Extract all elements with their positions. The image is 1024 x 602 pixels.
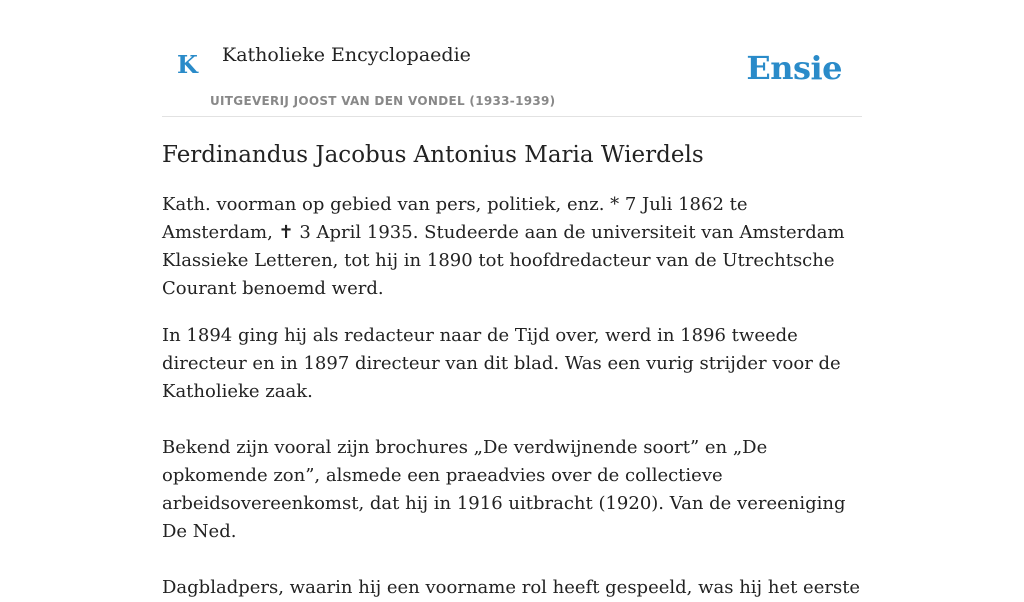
article-title: Ferdinandus Jacobus Antonius Maria Wierdels [162,142,704,168]
article-paragraph: Kath. voorman op gebied van pers, politiek, enz. * 7 Juli 1862 te Amsterdam, ✝ 3 April 1935. Studeerde aan de universiteit van Amsterdam Klassieke Letteren, tot hij in 1890 tot hoofdredacteur van de Utrechtsche Courant benoemd werd. [162,193,845,299]
encyclopedia-logo-icon[interactable]: K [177,50,198,79]
ensie-home-link[interactable]: Ensie [746,49,842,87]
article-paragraph: Dagbladpers, waarin hij een voorname rol heeft gespeeld, was hij het eerste [162,576,861,598]
article-paragraph: Bekend zijn vooral zijn brochures „De verdwijnende soort” en „De opkomende zon”, alsmede een praeadvies over de collectieve arbeidsovereenkomst, dat hij in 1916 uitbracht (1920). Van de vereeniging De Ned. [162,436,846,542]
publisher-label: UITGEVERIJ JOOST VAN DEN VONDEL (1933-1939) [210,94,556,108]
site-header [162,0,862,117]
article [162,141,862,602]
article-paragraph: In 1894 ging hij als redacteur naar de Tijd over, werd in 1896 tweede directeur en in 1897 directeur van dit blad. Was een vurig strijder voor de Katholieke zaak. [162,324,841,402]
encyclopedia-title-link[interactable]: Katholieke Encyclopaedie [222,44,471,66]
